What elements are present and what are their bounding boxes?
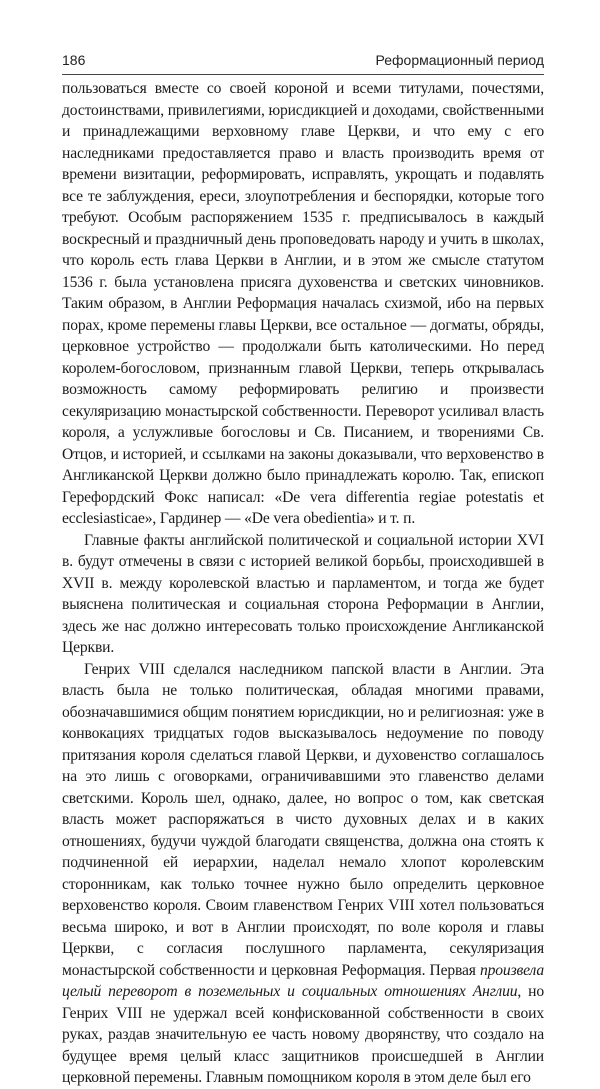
header-rule — [62, 74, 544, 75]
running-title: Реформационный период — [375, 52, 544, 68]
paragraph-1: пользоваться вместе со своей короной и всеми титулами, почестями, достоинствами, привилегиями, юрисдикцией и доходами, свойственными и принадлежащими верховному главе Церкви, и что ему с его наследниками предоставляется право и власть производить время от времени визитации, реформировать, исправлять, укрощать и подавлять все те заблуждения, ереси, злоупотребления и беспорядки, которые того требуют. Особым распоряжением 1535 г. предписывалось в каждый воскресный и праздничный день проповедовать народу и учить в школах, что король есть глава Церкви в Англии, и в этом же смысле статутом 1536 г. была установлена присяга духовенства и светских чиновников. Таким образом, в Англии Реформация началась схизмой, ибо на первых порах, кроме перемены главы Церкви, все остальное — догматы, обряды, церковное устройство — продолжали быть католическими. Но перед королем-богословом, признанным главой Церкви, теперь открывалась возможность самому реформировать религию и произвести секуляризацию монастырской собственности. Переворот усиливал власть короля, а услужливые богословы и Св. Писанием, и творениями Св. Отцов, и историей, и ссылками на законы доказывали, что верховенство в Англиканской Церкви должно было принадлежать королю. Так, епископ Герефордский Фокс написал: «De vera differentia regiae potestatis et ecclesiasticae», Гардинер — «De vera obedientia» и т. п. — [62, 80, 544, 527]
paragraph-3-text-before: Генрих VIII сделался наследником папской власти в Англии. Эта власть была не только политическая, обладая многими правами, обозначавшимися общим понятием юрисдикции, но и религиозная: уже в конвокациях тридцатых годов высказывалось недоумение по поводу притязания короля сделаться главой Церкви, и духовенство соглашалось на это лишь с оговорками, ограничивавшими это главенство делами светскими. Король шел, однако, далее, но вопрос о том, как светская власть может распоряжаться в чисто духовных делах и в каких отношениях, будучи чуждой благодати священства, должна она стоять к подчиненной ей иерархии, наделал немало хлопот королевским сторонникам, как только точнее нужно было определить церковное верховенство короля. Своим главенством Генрих VIII хотел пользоваться весьма широко, и вот в Англии происходят, по воле короля и главы Церкви, с согласия послушного парламента, секуляризация монастырской собственности и церковная Реформация. Первая — [62, 660, 544, 979]
paragraph-3-italic: произвела целый переворот в поземельных и социальных отношениях Англии — [62, 961, 544, 1000]
paragraph-2: Главные факты английской политической и социальной истории XVI в. будут отмечены в связи с историей великой борьбы, происходившей в XVII в. между королевской властью и парламентом, и тогда же будет выяснена политическая и социальная сторона Реформации в Англии, здесь же нас должно интересовать только происхождение Англиканской Церкви. — [62, 531, 544, 656]
paragraph-3-text-after: , но Генрих VIII не удержал всей конфискованной собственности в своих руках, раздав значительную ее часть новому дворянству, что создало на будущее время целый класс защитников происшедшей в Англии церковной перемены. Главным помощником короля в этом деле был его — [62, 983, 545, 1086]
book-page — [62, 0, 545, 1086]
running-head — [62, 52, 544, 72]
body-text — [62, 78, 544, 1089]
page-number: 186 — [62, 52, 86, 68]
paragraph-3 — [62, 659, 544, 1089]
